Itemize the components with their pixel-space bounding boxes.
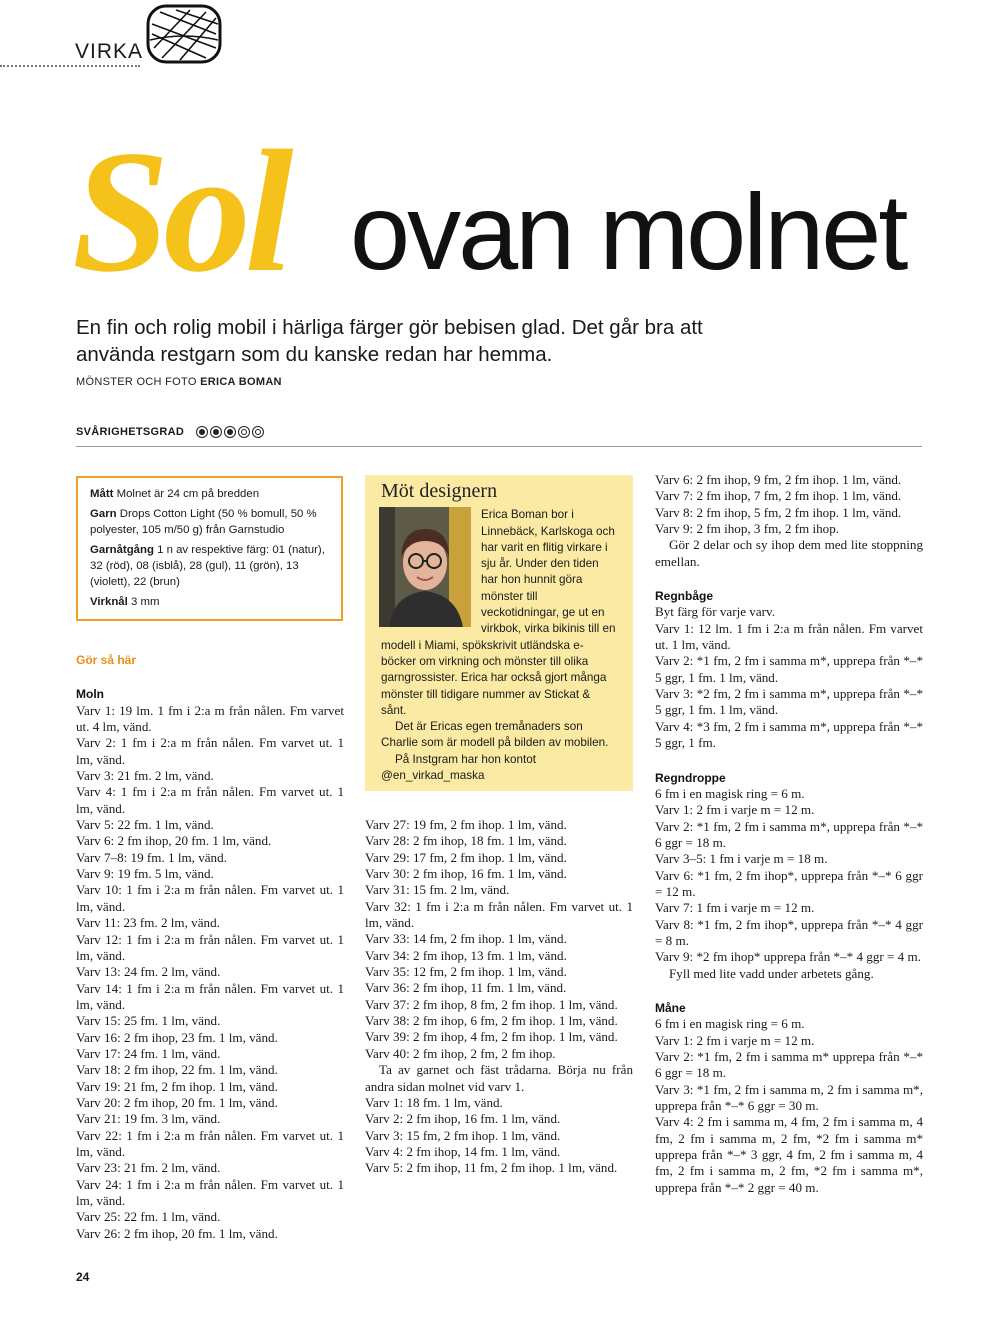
difficulty-dots	[196, 426, 264, 438]
pattern-row: Varv 12: 1 fm i 2:a m från nålen. Fm varvet ut. 1 lm, vänd.	[76, 931, 344, 963]
moln-final-rows	[655, 472, 923, 537]
pattern-row: Varv 18: 2 fm ihop, 22 fm. 1 lm, vänd.	[76, 1062, 278, 1078]
pattern-row: Varv 29: 17 fm, 2 fm ihop. 1 lm, vänd.	[365, 849, 567, 865]
pattern-row: Varv 5: 22 fm. 1 lm, vänd.	[76, 817, 214, 833]
pattern-column-3	[655, 472, 923, 1196]
difficulty-label: SVÅRIGHETSGRAD	[76, 426, 185, 438]
regndroppe-note: Fyll med lite vadd under arbetets gång.	[669, 965, 874, 981]
pattern-row: Varv 2: *1 fm, 2 fm i samma m*, upprepa från *–* 5 ggr, 1 fm. 1 lm, vänd.	[655, 653, 923, 685]
pattern-row: Varv 24: 1 fm i 2:a m från nålen. Fm varvet ut. 1 lm, vänd.	[76, 1176, 344, 1208]
pattern-row: Varv 6: 2 fm ihop, 9 fm, 2 fm ihop. 1 lm, vänd.	[655, 472, 902, 487]
regndroppe-rows	[655, 786, 923, 966]
moln-assembly-note: Gör 2 delar och sy ihop dem med lite stoppning emellan.	[655, 537, 923, 569]
pattern-row: Varv 10: 1 fm i 2:a m från nålen. Fm varvet ut. 1 lm, vänd.	[76, 882, 344, 914]
pattern-row: Varv 7: 2 fm ihop, 7 fm, 2 fm ihop. 1 lm, vänd.	[655, 488, 902, 504]
materials-matt: Mått Molnet är 24 cm på bredden	[90, 488, 260, 500]
designer-box	[365, 475, 633, 791]
difficulty-rule	[76, 446, 922, 447]
pattern-row: 6 fm i en magisk ring = 6 m.	[655, 785, 805, 801]
pattern-row: Varv 7–8: 19 fm. 1 lm, vänd.	[76, 849, 227, 865]
regnbage-rows	[655, 604, 923, 751]
pattern-row: Varv 13: 24 fm. 2 lm, vänd.	[76, 964, 221, 980]
pattern-row: Varv 1: 2 fm i varje m = 12 m.	[655, 802, 815, 818]
pattern-row: Varv 33: 14 fm, 2 fm ihop. 1 lm, vänd.	[365, 931, 567, 947]
materials-garnatgang: Garnåtgång 1 n av respektive färg: 01 (natur), 32 (röd), 08 (isblå), 28 (gul), 11 (grön), 13 (violett), 22 (brun)	[90, 544, 325, 588]
materials-garn: Garn Drops Cotton Light (50 % bomull, 50 % polyester, 105 m/50 g) från Garnstudio	[90, 508, 317, 536]
pattern-row: Varv 14: 1 fm i 2:a m från nålen. Fm varvet ut. 1 lm, vänd.	[76, 980, 344, 1012]
regnbage-heading: Regnbåge	[655, 589, 714, 604]
pattern-row: Varv 1: 18 fm. 1 lm, vänd.	[365, 1094, 503, 1110]
intro-text: En fin och rolig mobil i härliga färger gör bebisen glad. Det går bra att använda restgarn som du kanske redan har hemma.	[76, 316, 703, 366]
pattern-row: Varv 6: 2 fm ihop, 20 fm. 1 lm, vänd.	[76, 833, 272, 849]
designer-p2: Det är Ericas egen tremånaders son Charlie som är modell på bilden av mobilen.	[381, 720, 609, 750]
pattern-row: Varv 9: 19 fm. 5 lm, vänd.	[76, 866, 214, 882]
pattern-row: Varv 4: *3 fm, 2 fm i samma m*, upprepa från *–* 5 ggr, 1 fm.	[655, 718, 923, 751]
pattern-row: Varv 8: *1 fm, 2 fm ihop*, upprepa från *–* 4 ggr = 8 m.	[655, 916, 923, 948]
pattern-row: Varv 34: 2 fm ihop, 13 fm. 1 lm, vänd.	[365, 947, 567, 963]
byline-name: ERICA BOMAN	[200, 376, 282, 388]
pattern-row: Varv 2: *1 fm, 2 fm i samma m* upprepa från *–* 6 ggr = 18 m.	[655, 1049, 923, 1081]
pattern-row: Varv 2: *1 fm, 2 fm i samma m*, upprepa från *–* 6 ggr = 18 m.	[655, 818, 923, 850]
pattern-row: Varv 2: 1 fm i 2:a m från nålen. Fm varvet ut. 1 lm, vänd.	[76, 735, 344, 767]
pattern-row: Byt färg för varje varv.	[655, 604, 775, 620]
pattern-row: Varv 4: 2 fm ihop, 14 fm. 1 lm, vänd.	[365, 1143, 561, 1159]
pattern-row: Varv 5: 2 fm ihop, 11 fm, 2 fm ihop. 1 lm, vänd.	[365, 1160, 618, 1176]
pattern-row: Varv 9: *2 fm ihop* upprepa från *–* 4 ggr = 4 m.	[655, 949, 921, 965]
pattern-row: Varv 9: 2 fm ihop, 3 fm, 2 fm ihop.	[655, 521, 840, 537]
pattern-row: Varv 22: 1 fm i 2:a m från nålen. Fm varvet ut. 1 lm, vänd.	[76, 1127, 344, 1159]
pattern-row: Varv 35: 12 fm, 2 fm ihop. 1 lm, vänd.	[365, 964, 567, 980]
pattern-row: Varv 3: 15 fm, 2 fm ihop. 1 lm, vänd.	[365, 1127, 561, 1143]
pattern-row: Varv 11: 23 fm. 2 lm, vänd.	[76, 915, 220, 931]
pattern-row: 6 fm i en magisk ring = 6 m.	[655, 1016, 805, 1032]
materials-box	[76, 476, 343, 621]
pattern-row: Varv 23: 21 fm. 2 lm, vänd.	[76, 1160, 221, 1176]
pattern-row: Varv 19: 21 fm, 2 fm ihop. 1 lm, vänd.	[76, 1078, 278, 1094]
pattern-row: Varv 1: 19 lm. 1 fm i 2:a m från nålen. Fm varvet ut. 4 lm, vänd.	[76, 702, 344, 735]
pattern-row: Varv 37: 2 fm ihop, 8 fm, 2 fm ihop. 1 lm, vänd.	[365, 996, 618, 1012]
designer-p3: På Instgram har hon kontot @en_virkad_maska	[381, 752, 536, 783]
pattern-row: Varv 1: 12 lm. 1 fm i 2:a m från nålen. Fm varvet ut. 1 lm, vänd.	[655, 620, 923, 653]
pattern-row: Varv 3: 21 fm. 2 lm, vänd.	[76, 768, 214, 784]
title-main: ovan molnet	[350, 171, 906, 292]
page-number: 24	[76, 1270, 90, 1284]
pattern-row: Varv 20: 2 fm ihop, 20 fm. 1 lm, vänd.	[76, 1094, 278, 1110]
pattern-row: Varv 32: 1 fm i 2:a m från nålen. Fm varvet ut. 1 lm, vänd.	[365, 898, 633, 931]
designer-title: Möt designern	[381, 480, 498, 502]
pattern-row: Varv 39: 2 fm ihop, 4 fm, 2 fm ihop. 1 lm, vänd.	[365, 1029, 618, 1045]
byline	[76, 376, 282, 388]
moln-second-side-rows	[365, 1095, 633, 1177]
difficulty-dot-icon	[196, 426, 208, 438]
moln-rows	[76, 703, 344, 1242]
pattern-row: Varv 36: 2 fm ihop, 11 fm. 1 lm, vänd.	[365, 980, 567, 996]
pattern-row: Varv 15: 25 fm. 1 lm, vänd.	[76, 1013, 221, 1029]
moln-heading: Moln	[76, 687, 104, 702]
pattern-row: Varv 6: *1 fm, 2 fm ihop*, upprepa från *–* 6 ggr = 12 m.	[655, 867, 923, 899]
pattern-row: Varv 4: 1 fm i 2:a m från nålen. Fm varvet ut. 1 lm, vänd.	[76, 784, 344, 816]
pattern-row: Varv 38: 2 fm ihop, 6 fm, 2 fm ihop. 1 lm, vänd.	[365, 1013, 618, 1029]
difficulty-dot-icon	[238, 426, 250, 438]
pattern-row: Varv 30: 2 fm ihop, 16 fm. 1 lm, vänd.	[365, 866, 567, 882]
difficulty-dot-icon	[252, 426, 264, 438]
section-rule	[0, 65, 140, 67]
difficulty-dot-icon	[224, 426, 236, 438]
pattern-row: Varv 7: 1 fm i varje m = 12 m.	[655, 900, 815, 916]
pattern-row: Varv 3–5: 1 fm i varje m = 18 m.	[655, 851, 828, 867]
pattern-row: Varv 17: 24 fm. 1 lm, vänd.	[76, 1045, 221, 1061]
pattern-row: Varv 27: 19 fm, 2 fm ihop. 1 lm, vänd.	[365, 817, 567, 832]
materials-virknal: Virknål 3 mm	[90, 596, 160, 608]
pattern-row: Varv 3: *2 fm, 2 fm i samma m*, upprepa från *–* 5 ggr, 1 fm. 1 lm, vänd.	[655, 686, 923, 718]
pattern-row: Varv 31: 15 fm. 2 lm, vänd.	[365, 882, 510, 898]
pattern-row: Varv 2: 2 fm ihop, 16 fm. 1 lm, vänd.	[365, 1111, 561, 1127]
pattern-row: Varv 4: 2 fm i samma m, 4 fm, 2 fm i samma m, 4 fm, 2 fm i samma m, 2 fm, *2 fm i samma m* upprepa från *–* 3 ggr, 4 fm, 2 fm i samma m, 4 fm, 2 fm i samma m, 2 fm, *2 fm i samma m*, upprepa från *–* 2 ggr = 40 m.	[655, 1114, 923, 1195]
moln-note: Ta av garnet och fäst trådarna. Börja nu från andra sidan molnet vid varv 1.	[365, 1062, 633, 1094]
difficulty-rating	[76, 426, 264, 438]
title-script-word: Sol	[72, 114, 288, 308]
pattern-row: Varv 8: 2 fm ihop, 5 fm, 2 fm ihop. 1 lm, vänd.	[655, 504, 902, 520]
pattern-row: Varv 3: *1 fm, 2 fm i samma m, 2 fm i samma m*, upprepa från *–* 6 ggr = 30 m.	[655, 1081, 923, 1114]
mane-heading: Måne	[655, 1000, 686, 1015]
pattern-row: Varv 16: 2 fm ihop, 23 fm. 1 lm, vänd.	[76, 1029, 278, 1045]
mane-rows	[655, 1016, 923, 1196]
yarn-ball-icon	[146, 4, 222, 64]
pattern-row: Varv 1: 2 fm i varje m = 12 m.	[655, 1032, 815, 1048]
moln-rows-continued	[365, 817, 633, 1062]
pattern-column-1	[76, 652, 344, 1242]
designer-photo	[379, 507, 471, 627]
pattern-row: Varv 21: 19 fm. 3 lm, vänd.	[76, 1111, 221, 1127]
pattern-row: Varv 25: 22 fm. 1 lm, vänd.	[76, 1209, 221, 1225]
section-label: VIRKA	[75, 40, 144, 63]
byline-prefix: MÖNSTER OCH FOTO	[76, 376, 197, 388]
instructions-heading: Gör så här	[76, 653, 137, 667]
pattern-row: Varv 28: 2 fm ihop, 18 fm. 1 lm, vänd.	[365, 833, 567, 849]
designer-p1: Erica Boman bor i Linnebäck, Karlskoga och har varit en flitig virkare i sju år. Under den tiden har hon hunnit göra mönster till veckotidningar, ge ut en virkbok, virka bikinis till en modell i Miami, spökskrivit utländska e-böcker om virkning och mönster till olika garngrossister. Erica har också gjort många mönster till tidigare nummer av Stickat & sånt.	[381, 508, 616, 717]
pattern-row: Varv 26: 2 fm ihop, 20 fm. 1 lm, vänd.	[76, 1225, 278, 1241]
title-script	[62, 100, 362, 320]
difficulty-dot-icon	[210, 426, 222, 438]
regndroppe-heading: Regndroppe	[655, 770, 726, 785]
pattern-column-2	[365, 817, 633, 1177]
pattern-row: Varv 40: 2 fm ihop, 2 fm, 2 fm ihop.	[365, 1045, 556, 1061]
